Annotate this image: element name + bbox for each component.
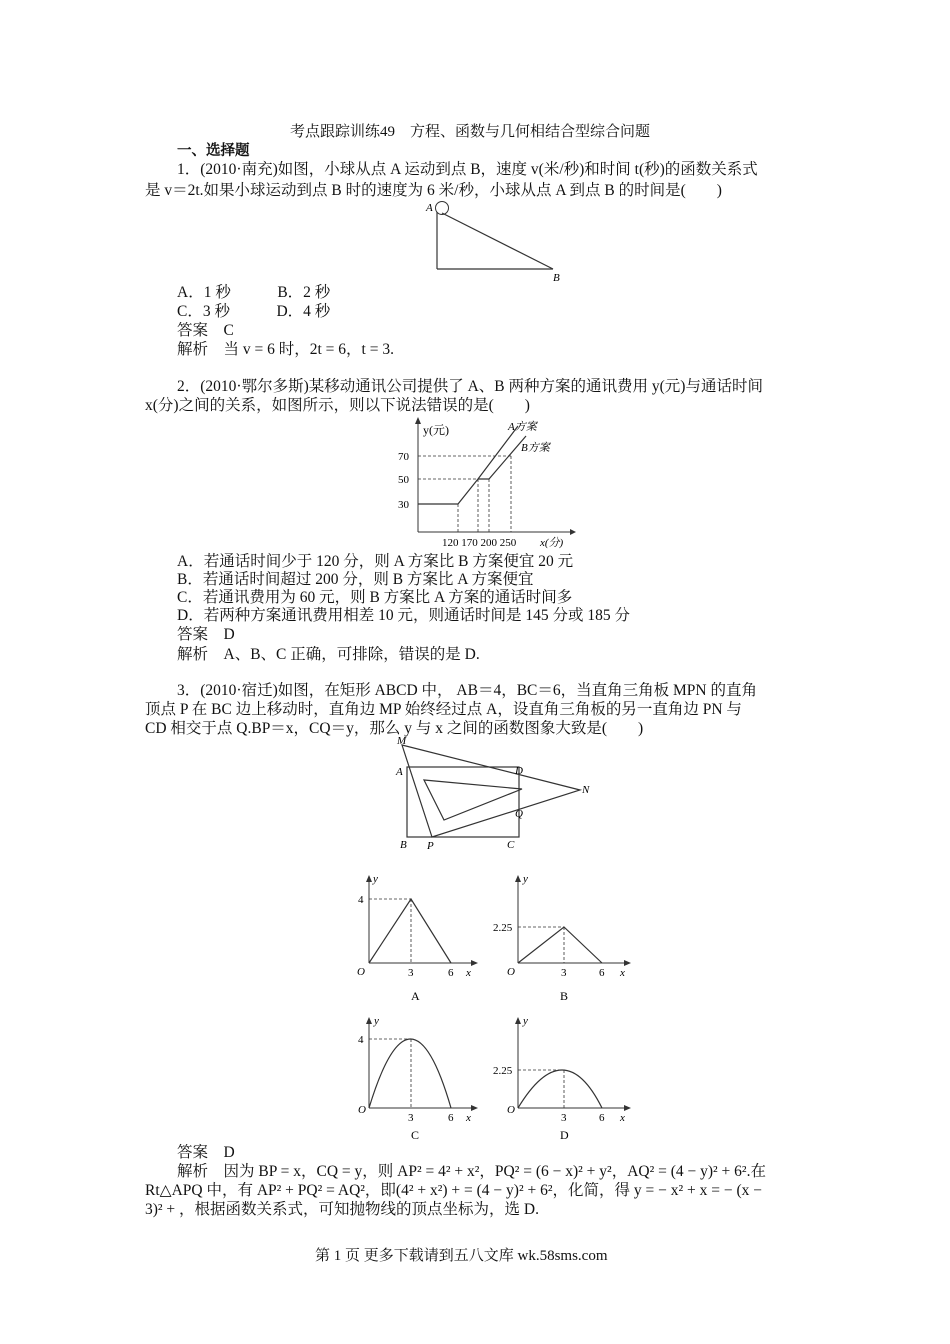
q3-figure: [390, 734, 600, 854]
q2-x-arrow-icon: [570, 529, 576, 535]
rect-abcd: [407, 767, 519, 837]
graph-d-curve: [518, 1070, 602, 1108]
graph-b-x-label: x: [620, 967, 625, 979]
graph-d-peak-label: 2.25: [493, 1065, 513, 1077]
q3-label-a: A: [396, 766, 403, 778]
q1-analysis: 解析 当 v = 6 时，2t = 6，t = 3.: [177, 341, 394, 358]
q2-chart: [390, 414, 590, 550]
graph-b-peak-label: 2.25: [493, 922, 513, 934]
graph-a-x-arrow-icon: [471, 960, 478, 966]
q1-options-row2: C．3 秒 D．4 秒: [177, 303, 331, 320]
q2-option-c: C．若通讯费用为 60 元，则 B 方案比 A 方案的通话时间多: [177, 589, 573, 606]
page-title: 考点跟踪训练49 方程、函数与几何相结合型综合问题: [290, 124, 651, 140]
q3-analysis-line3: 3)² + ，根据函数关系式，可知抛物线的顶点坐标为，选 D.: [145, 1201, 539, 1218]
graph-b-y-arrow-icon: [515, 875, 521, 882]
q2-y-arrow-icon: [415, 417, 421, 424]
graph-d-y-arrow-icon: [515, 1017, 521, 1024]
q2-analysis: 解析 A、B、C 正确，可排除，错误的是 D.: [177, 646, 480, 663]
graph-a-curve: [369, 899, 451, 963]
q1-slope-edge: [442, 213, 553, 269]
q2-option-a: A．若通话时间少于 120 分，则 A 方案比 B 方案便宜 20 元: [177, 553, 574, 570]
triangle-mpn-inner: [424, 780, 522, 820]
graph-a-y-arrow-icon: [366, 875, 372, 882]
graph-c-x3: 3: [408, 1112, 414, 1124]
graph-c-peak-label: 4: [358, 1034, 364, 1046]
q2-series-a-label: A方案: [508, 421, 537, 433]
graph-a-x3: 3: [408, 967, 414, 979]
graph-a-x-label: x: [466, 967, 471, 979]
graph-c-curve: [369, 1039, 451, 1108]
q3-text-line2: 顶点 P 在 BC 边上移动时，直角边 MP 始终经过点 A，设直角三角板的另一直角边 PN 与: [145, 701, 742, 718]
graph-d-x3: 3: [561, 1112, 567, 1124]
q3-text-line3: CD 相交于点 Q.BP＝x，CQ＝y，那么 y 与 x 之间的函数图象大致是( ): [145, 720, 644, 737]
q3-label-q: Q: [515, 808, 523, 820]
q2-y-label: y(元): [423, 423, 449, 437]
q3-analysis-line1: 解析 因为 BP = x，CQ = y，则 AP² = 4² + x²，PQ² = (6 − x)² + y²，AQ² = (4 − y)² + 6².在: [177, 1163, 766, 1180]
graph-a-y-label: y: [373, 873, 378, 885]
graph-a-peak-label: 4: [358, 894, 364, 906]
q1-answer: 答案 C: [177, 322, 234, 339]
q2-ytick-70: 70: [398, 451, 409, 463]
q2-series-a-line: [418, 426, 518, 504]
graph-d: [490, 1012, 640, 1142]
graph-c-x-arrow-icon: [471, 1105, 478, 1111]
q2-ytick-50: 50: [398, 474, 409, 486]
q1-options-row1: A．1 秒 B．2 秒: [177, 284, 331, 301]
q2-x-ticks: 120 170 200 250: [442, 537, 517, 549]
section-heading: 一、选择题: [177, 143, 250, 159]
graph-c-y-arrow-icon: [366, 1017, 372, 1024]
graph-b-y-label: y: [523, 873, 528, 885]
graph-d-y-label: y: [523, 1015, 528, 1027]
graph-a-x6: 6: [448, 967, 454, 979]
graph-b: [490, 872, 640, 1007]
graph-b-x-arrow-icon: [624, 960, 631, 966]
q3-label-m: M: [397, 735, 407, 747]
q2-option-d: D．若两种方案通讯费用相差 10 元，则通话时间是 145 分或 185 分: [177, 607, 630, 624]
q2-option-b: B．若通话时间超过 200 分，则 B 方案比 A 方案便宜: [177, 571, 534, 588]
q3-analysis-line2: Rt△APQ 中，有 AP² + PQ² = AQ²，即(4² + x²) + = (4 − y)² + 6²，化简，得 y = − x² + x = − (x −: [145, 1182, 762, 1199]
q2-answer: 答案 D: [177, 626, 235, 643]
graph-d-x-arrow-icon: [624, 1105, 631, 1111]
q1-label-a: A: [426, 202, 433, 214]
graph-c-origin: O: [358, 1104, 366, 1116]
triangle-mpn-outer: [402, 745, 580, 837]
graph-d-x6: 6: [599, 1112, 605, 1124]
q2-text-line1: 2．(2010·鄂尔多斯)某移动通讯公司提供了 A、B 两种方案的通讯费用 y(元)与通话时间: [177, 378, 763, 395]
q2-ytick-30: 30: [398, 499, 409, 511]
graph-d-x-label: x: [620, 1112, 625, 1124]
graph-c-x-label: x: [466, 1112, 471, 1124]
graph-c-y-label: y: [374, 1015, 379, 1027]
graph-c-x6: 6: [448, 1112, 454, 1124]
graph-d-caption: D: [560, 1128, 569, 1142]
q2-text-line2: x(分)之间的关系，如图所示，则以下说法错误的是( ): [145, 397, 530, 414]
graph-a: [345, 872, 485, 1007]
graph-b-x6: 6: [599, 967, 605, 979]
q1-label-b: B: [553, 272, 560, 282]
graph-b-caption: B: [560, 989, 569, 1003]
q3-answer: 答案 D: [177, 1144, 235, 1161]
q3-label-p: P: [427, 840, 434, 852]
q2-series-b-line: [478, 436, 526, 479]
q1-text-line1: 1．(2010·南充)如图，小球从点 A 运动到点 B，速度 v(米/秒)和时间 t(秒)的函数关系式: [177, 161, 758, 178]
graph-b-x3: 3: [561, 967, 567, 979]
page-footer: 第 1 页 更多下载请到五八文库 wk.58sms.com: [315, 1248, 608, 1264]
graph-c-caption: C: [411, 1128, 420, 1142]
q3-label-d: D: [515, 765, 523, 777]
q2-series-b-label: B方案: [521, 442, 550, 454]
q3-label-n: N: [582, 784, 590, 796]
graph-b-origin: O: [507, 966, 515, 978]
q3-label-b: B: [400, 839, 407, 851]
graph-d-origin: O: [507, 1104, 515, 1116]
graph-c: [345, 1012, 485, 1142]
q1-text-line2: 是 v＝2t.如果小球运动到点 B 时的速度为 6 米/秒，小球从点 A 到点 B 的时间是( ): [145, 182, 722, 199]
graph-a-origin: O: [357, 966, 365, 978]
q3-label-c: C: [507, 839, 515, 851]
graph-a-caption: A: [411, 989, 420, 1003]
q1-figure: [420, 198, 580, 282]
q3-text-line1: 3．(2010·宿迁)如图，在矩形 ABCD 中， AB＝4，BC＝6，当直角三角板 MPN 的直角: [177, 682, 757, 699]
graph-b-curve: [518, 927, 602, 963]
q2-x-label: x(分): [540, 537, 564, 549]
